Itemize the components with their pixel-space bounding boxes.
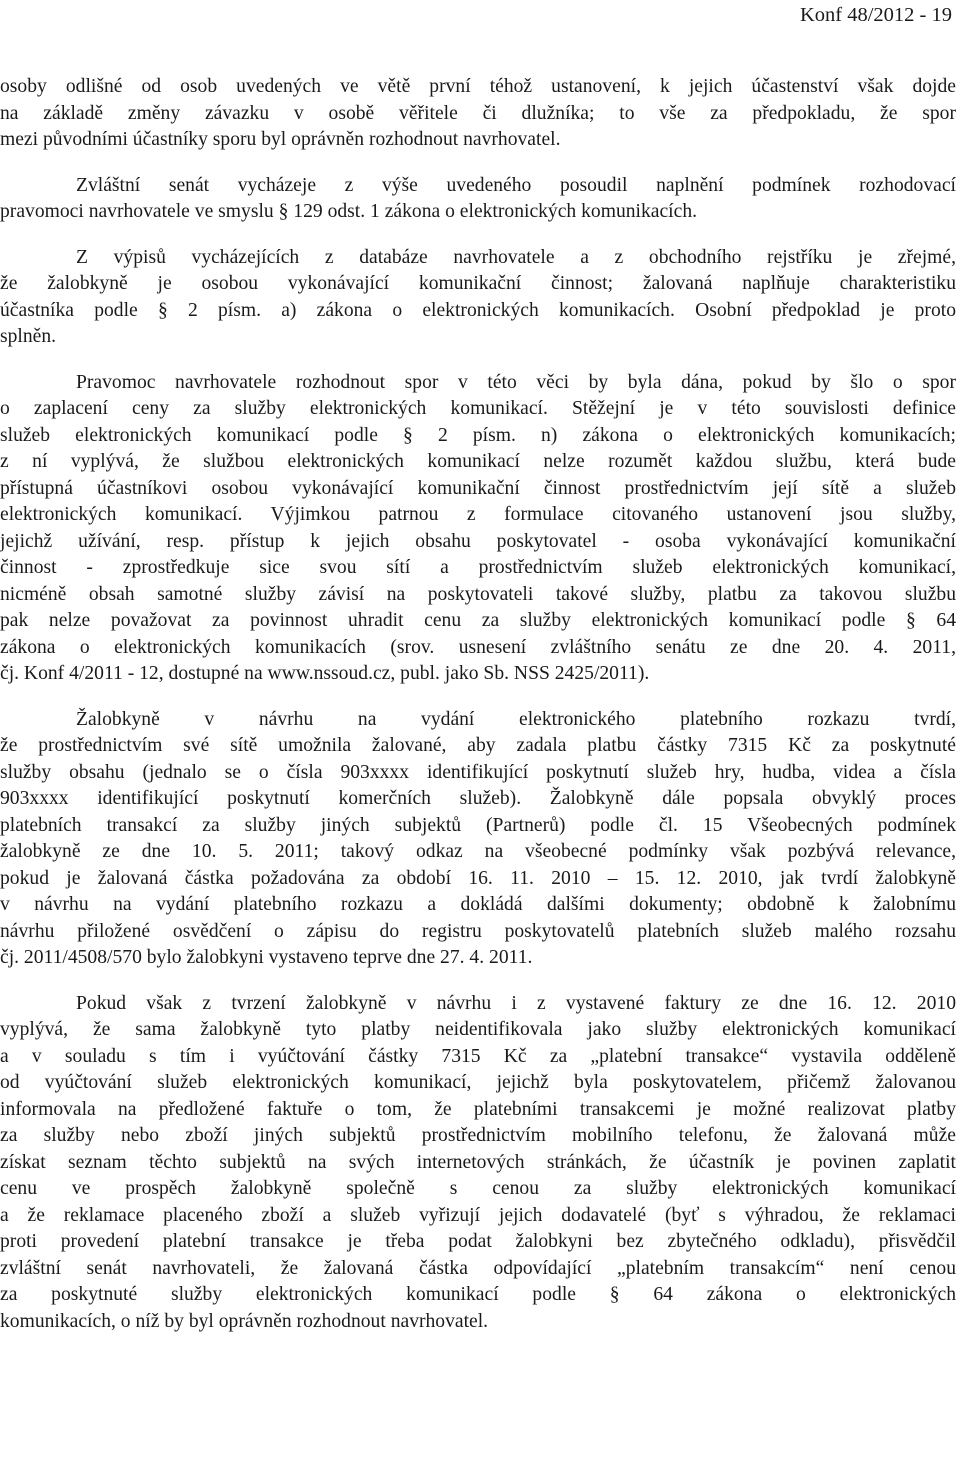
text-line: návrhu přiložené osvědčení o zápisu do registru poskytovatelů platebních služeb malého rozsahu	[0, 920, 956, 942]
text-line: Žalobkyně v návrhu na vydání elektronického platebního rozkazu tvrdí,	[76, 708, 956, 730]
text-line: osoby odlišné od osob uvedených ve větě první téhož ustanovení, k jejich účastenství však dojde	[0, 76, 956, 97]
text-line: za poskytnuté služby elektronických komunikací podle § 64 zákona o elektronických	[0, 1284, 956, 1305]
text-line: získat seznam těchto subjektů na svých internetových stránkách, že účastník je povinen zaplatit	[0, 1151, 956, 1173]
text-line: Pokud však z tvrzení žalobkyně v návrhu i z vystavené faktury ze dne 16. 12. 2010	[76, 992, 956, 1014]
text-line: proti provedení platební transakce je třeba podat žalobkyni bez zbytečného odkladu), přisvědčil	[0, 1231, 956, 1252]
page-header: Konf 48/2012 - 19	[799, 4, 952, 26]
text-line: pravomoci navrhovatele ve smyslu § 129 odst. 1 zákona o elektronických komunikacích.	[0, 201, 698, 222]
text-line: že prostřednictvím své sítě umožnila žalované, aby zadala platbu částky 7315 Kč za poskytnuté	[0, 735, 956, 756]
text-line: splněn.	[0, 326, 57, 347]
text-line: činnost - zprostředkuje sice svou sítí a prostřednictvím služeb elektronických komunikací,	[0, 557, 956, 578]
text-line: čj. Konf 4/2011 - 12, dostupné na www.nssoud.cz, publ. jako Sb. NSS 2425/2011).	[0, 663, 650, 684]
text-line: a v souladu s tím i vyúčtování částky 7315 Kč za „platební transakce“ vystavila odděleně	[0, 1045, 956, 1067]
text-line: pak nelze považovat za povinnost uhradit cenu za služby elektronických komunikací podle § 64	[0, 610, 956, 631]
text-line: žalobkyně ze dne 10. 5. 2011; takový odkaz na všeobecné podmínky však pozbývá relevance,	[0, 841, 956, 862]
document-body	[0, 74, 956, 1335]
text-line: zvláštní senát navrhovateli, že žalovaná částka odpovídající „platebním transakcím“ není cenou	[0, 1257, 956, 1279]
text-line: a že reklamace placeného zboží a služeb vyřizují jejich dodavatelé (byť s výhradou, že reklamaci	[0, 1204, 956, 1226]
paragraph	[0, 991, 956, 1336]
text-line: 903xxxx identifikující poskytnutí komerčních služeb). Žalobkyně dále popsala obvyklý proces	[0, 788, 956, 809]
text-line: informovala na předložené faktuře o tom, že platebními transakcemi je možné realizovat platby	[0, 1098, 956, 1120]
text-line: účastníka podle § 2 písm. a) zákona o elektronických komunikacích. Osobní předpoklad je proto	[0, 299, 956, 321]
paragraph	[0, 74, 956, 154]
text-line: na základě změny závazku v osobě věřitele či dlužníka; to vše za předpokladu, že spor	[0, 102, 956, 124]
text-line: vyplývá, že sama žalobkyně tyto platby neidentifikovala jako služby elektronických komunikací	[0, 1019, 956, 1040]
text-line: o zaplacení ceny za služby elektronických komunikací. Stěžejní je v této souvislosti definice	[0, 398, 956, 419]
paragraph	[0, 370, 956, 688]
text-line: přístupná účastníkovi osobou vykonávající komunikační činnost prostřednictvím její sítě a služeb	[0, 477, 956, 499]
text-line: Pravomoc navrhovatele rozhodnout spor v této věci by byla dána, pokud by šlo o spor	[76, 371, 956, 393]
paragraph	[0, 245, 956, 351]
text-line: nicméně obsah samotné služby závisí na poskytovateli takové služby, platbu za takovou službu	[0, 583, 956, 605]
text-line: od vyúčtování služeb elektronických komunikací, jejichž byla poskytovatelem, přičemž žalovanou	[0, 1072, 956, 1093]
text-line: cenu ve prospěch žalobkyně společně s cenou za služby elektronických komunikací	[0, 1178, 956, 1199]
text-line: elektronických komunikací. Výjimkou patrnou z formulace citovaného ustanovení jsou služby,	[0, 504, 956, 525]
paragraph	[0, 173, 956, 226]
text-line: čj. 2011/4508/570 bylo žalobkyni vystaveno teprve dne 27. 4. 2011.	[0, 947, 533, 968]
text-line: zákona o elektronických komunikacích (srov. usnesení zvláštního senátu ze dne 20. 4. 2011,	[0, 636, 956, 658]
text-line: z ní vyplývá, že službou elektronických komunikací nelze rozumět každou službu, která bude	[0, 451, 956, 472]
text-line: za služby nebo zboží jiných subjektů prostřednictvím mobilního telefonu, že žalovaná může	[0, 1125, 956, 1146]
text-line: platebních transakcí za služby jiných subjektů (Partnerů) podle čl. 15 Všeobecných podmínek	[0, 814, 956, 836]
text-line: v návrhu na vydání platebního rozkazu a dokládá dalšími dokumenty; obdobně k žalobnímu	[0, 894, 956, 915]
text-line: služby obsahu (jednalo se o čísla 903xxxx identifikující poskytnutí služeb hry, hudba, videa a čísla	[0, 761, 956, 783]
text-line: pokud je žalovaná částka požadována za období 16. 11. 2010 – 15. 12. 2010, jak tvrdí žalobkyně	[0, 867, 956, 889]
text-line: komunikacích, o níž by byl oprávněn rozhodnout navrhovatel.	[0, 1310, 489, 1332]
text-line: mezi původními účastníky sporu byl oprávněn rozhodnout navrhovatel.	[0, 129, 561, 150]
paragraph	[0, 707, 956, 972]
text-line: že žalobkyně je osobou vykonávající komunikační činnost; žalovaná naplňuje charakteristiku	[0, 273, 956, 294]
text-line: Z výpisů vycházejících z databáze navrhovatele a z obchodního rejstříku je zřejmé,	[76, 246, 956, 268]
text-line: služeb elektronických komunikací podle § 2 písm. n) zákona o elektronických komunikacích;	[0, 424, 956, 446]
text-line: Zvláštní senát vycházeje z výše uvedeného posoudil naplnění podmínek rozhodovací	[76, 174, 956, 196]
text-line: jejichž užívání, resp. přístup k jejich obsahu poskytovatel - osoba vykonávající komunikační	[0, 530, 956, 552]
